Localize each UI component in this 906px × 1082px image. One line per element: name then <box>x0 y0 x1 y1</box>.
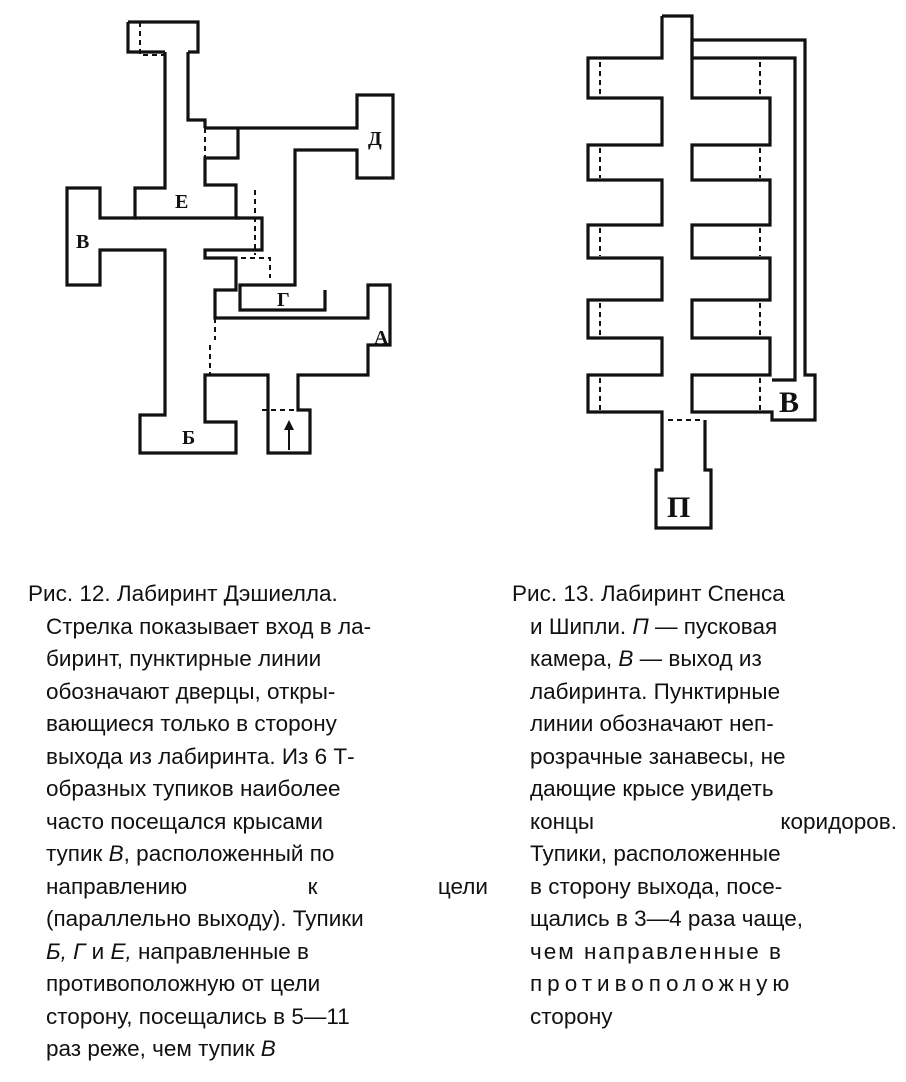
caption-line: часто посещался крысами <box>46 808 323 834</box>
caption-text: В <box>618 646 634 671</box>
caption-line <box>28 1033 488 1066</box>
caption-text: коридоров. <box>780 808 897 834</box>
door <box>140 22 165 55</box>
dashiell-maze <box>67 22 393 453</box>
caption-line <box>28 871 488 904</box>
caption-line: Стрелка показывает вход в ла- <box>46 613 372 639</box>
caption-line: противоположную <box>530 971 795 996</box>
caption-text: концы <box>530 808 595 834</box>
caption-text: , расположенный по <box>123 841 335 866</box>
label-B: Б <box>182 427 196 449</box>
caption-text: — выход из <box>633 646 762 671</box>
caption-line: образных тупиков наиболее <box>46 776 341 801</box>
label-D: Д <box>368 128 382 150</box>
caption-line <box>512 611 897 644</box>
caption-line <box>28 838 488 871</box>
maze12-wall <box>128 22 165 52</box>
caption-line: лабиринта. Пунктирные <box>530 678 781 704</box>
caption-text: Е, <box>110 938 132 964</box>
figure12-caption <box>28 578 488 1066</box>
caption-line: выхода из лабиринта. Из 6 Т- <box>46 743 355 769</box>
caption-text: и Шипли. <box>530 613 633 639</box>
caption-line <box>512 643 897 676</box>
caption-line <box>28 936 488 969</box>
label-A: А <box>374 327 389 349</box>
label-G: Г <box>277 289 290 311</box>
caption-text: камера, <box>530 646 619 671</box>
entry-arrowhead-icon <box>284 420 294 430</box>
label-V: В <box>76 231 90 253</box>
caption-line: (параллельно выходу). Тупики <box>46 906 364 931</box>
caption-text: тупик <box>46 841 109 866</box>
caption-text: направленные в <box>131 938 309 964</box>
caption-line: вающиеся только в сторону <box>46 711 337 736</box>
caption-text: и <box>85 938 111 964</box>
maze12-wall <box>188 52 205 128</box>
caption-line: дающие крысе увидеть <box>530 776 774 801</box>
caption-line: Рис. 13. Лабиринт Спенса <box>512 581 785 606</box>
spence-shipley-maze <box>588 16 815 528</box>
caption-text: цели <box>437 873 488 899</box>
caption-text: раз реже, чем тупик <box>46 1036 261 1061</box>
caption-line: линии обозначают неп- <box>530 711 774 736</box>
caption-line: в сторону выхода, посе- <box>530 873 783 899</box>
caption-text: В <box>260 1036 276 1061</box>
caption-line: биринт, пунктирные линии <box>46 646 322 671</box>
caption-line: розрачные занавесы, не <box>530 743 786 769</box>
maze12-wall <box>67 52 393 453</box>
label-exit-V: В <box>779 386 800 419</box>
caption-line: сторону <box>530 1003 613 1029</box>
label-start-P: П <box>667 491 691 524</box>
caption-text: — пусковая <box>648 613 778 639</box>
maze12-wall <box>128 22 198 52</box>
caption-line: Тупики, расположенные <box>530 841 781 866</box>
caption-text: направлению <box>46 873 188 899</box>
caption-text: к <box>307 873 318 899</box>
caption-line: противоположную от цели <box>46 971 321 996</box>
label-E: Е <box>175 191 189 213</box>
caption-text: В <box>108 841 124 866</box>
caption-text: Б, Г <box>46 938 86 964</box>
caption-line: обозначают дверцы, откры- <box>46 678 336 704</box>
figure13-caption <box>512 578 897 1033</box>
caption-line: чем направленные в <box>530 938 783 964</box>
caption-line: Рис. 12. Лабиринт Дэшиелла. <box>28 581 338 606</box>
caption-line: щались в 3—4 раза чаще, <box>530 906 804 931</box>
caption-line: сторону, посещались в 5—11 <box>46 1003 350 1029</box>
caption-text: П <box>632 613 649 639</box>
caption-line <box>512 806 897 839</box>
maze13-wall <box>662 16 795 380</box>
